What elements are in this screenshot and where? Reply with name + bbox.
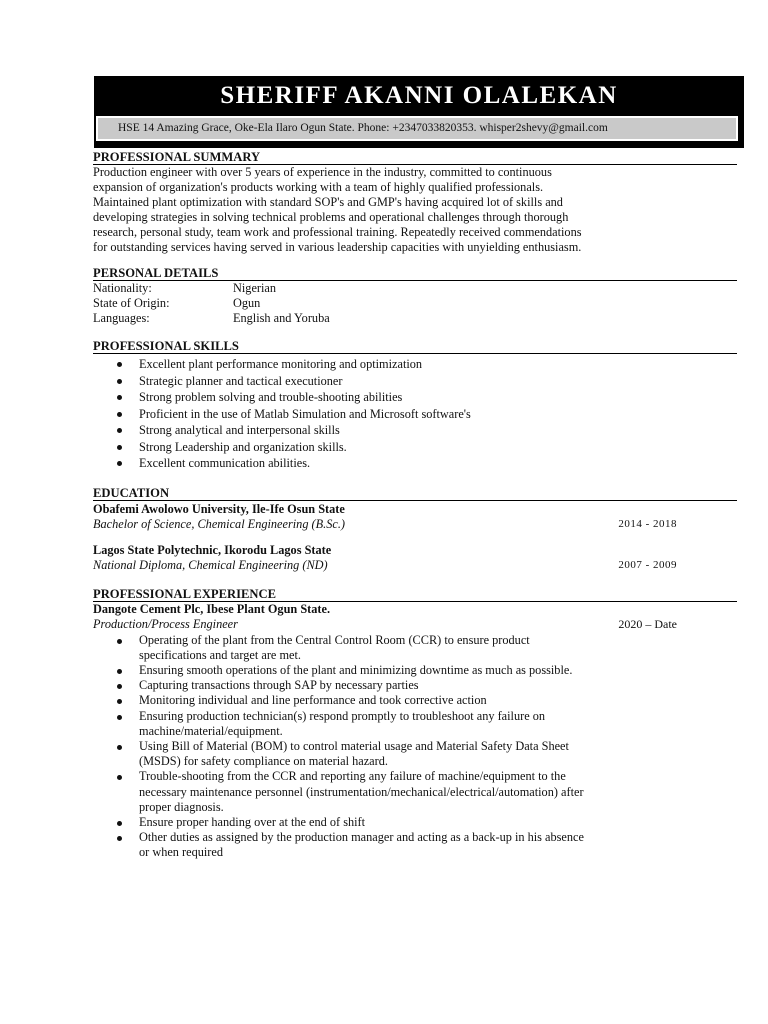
summary-text	[93, 165, 737, 255]
summary-line: expansion of organization's products working with a team of highly qualified professionals.	[93, 180, 544, 194]
list-item: Trouble-shooting from the CCR and reporting any failure of machine/equipment to the necessary maintenance personnel (instrumentation/mechanical/electrical/automation) after proper diagnosis.	[139, 769, 737, 815]
personal-key: Nationality:	[93, 281, 152, 295]
contact-bar: HSE 14 Amazing Grace, Oke-Ela Ilaro Ogun State. Phone: +2347033820353. whisper2shevy@gmail.com	[96, 116, 738, 141]
personal-key: Languages:	[93, 311, 150, 325]
list-item: Strong Leadership and organization skills.	[139, 439, 737, 456]
list-item: Other duties as assigned by the production manager and acting as a back-up in his absence or when required	[139, 830, 737, 860]
list-item: Monitoring individual and line performance and took corrective action	[139, 693, 737, 708]
list-item: Strong problem solving and trouble-shooting abilities	[139, 389, 737, 406]
personal-row	[93, 296, 737, 311]
experience-duties	[93, 633, 737, 861]
personal-value: Nigerian	[233, 281, 277, 295]
list-item: Operating of the plant from the Central Control Room (CCR) to ensure product specifications and target are met.	[139, 633, 737, 663]
resume-body	[93, 150, 737, 861]
experience-heading: PROFESSIONAL EXPERIENCE	[93, 587, 737, 602]
education-school: Lagos State Polytechnic, Ikorodu Lagos State	[93, 542, 332, 557]
education-school: Obafemi Awolowo University, Ile-Ife Osun State	[93, 501, 345, 516]
experience-role: Production/Process Engineer	[93, 616, 238, 631]
summary-line: Maintained plant optimization with standard SOP's and GMP's having acquired lot of skills and	[93, 195, 563, 209]
experience-role-row	[93, 617, 677, 632]
education-degree: Bachelor of Science, Chemical Engineering (B.Sc.)	[93, 516, 346, 531]
summary-line: Production engineer with over 5 years of experience in the industry, committed to continuous	[93, 165, 552, 179]
candidate-name: SHERIFF AKANNI OLALEKAN	[220, 82, 618, 109]
education-degree: National Diploma, Chemical Engineering (ND)	[93, 557, 328, 572]
list-item: Using Bill of Material (BOM) to control material usage and Material Safety Data Sheet (MSDS) for safety compliance on material hazard.	[139, 739, 737, 769]
list-item: Ensure proper handing over at the end of shift	[139, 815, 737, 830]
summary-heading: PROFESSIONAL SUMMARY	[93, 150, 737, 165]
personal-row	[93, 281, 737, 296]
experience-dates: 2020 – Date	[618, 616, 677, 631]
list-item: Ensuring smooth operations of the plant and minimizing downtime as much as possible.	[139, 663, 737, 678]
skills-list	[93, 356, 737, 472]
skills-heading: PROFESSIONAL SKILLS	[93, 339, 737, 354]
list-item: Excellent communication abilities.	[139, 455, 737, 472]
list-item: Strong analytical and interpersonal skills	[139, 422, 737, 439]
personal-value: English and Yoruba	[233, 311, 330, 325]
personal-value: Ogun	[233, 296, 261, 310]
experience-company: Dangote Cement Plc, Ibese Plant Ogun State.	[93, 601, 331, 616]
personal-key: State of Origin:	[93, 296, 170, 310]
list-item: Capturing transactions through SAP by necessary parties	[139, 678, 737, 693]
list-item: Strategic planner and tactical executioner	[139, 373, 737, 390]
list-item: Proficient in the use of Matlab Simulation and Microsoft software's	[139, 406, 737, 423]
education-dates: 2007 - 2009	[618, 558, 677, 571]
list-item: Ensuring production technician(s) respond promptly to troubleshoot any failure on machine/material/equipment.	[139, 709, 737, 739]
education-row	[93, 558, 677, 573]
personal-row	[93, 311, 737, 326]
personal-heading: PERSONAL DETAILS	[93, 266, 737, 281]
education-heading: EDUCATION	[93, 486, 737, 501]
list-item: Excellent plant performance monitoring and optimization	[139, 356, 737, 373]
education-dates: 2014 - 2018	[618, 517, 677, 530]
summary-line: research, personal study, team work and professional training. Repeatedly received commendations	[93, 225, 582, 239]
education-row	[93, 517, 677, 532]
summary-line: for outstanding services having served in various leadership capacities with unyielding enthusiasm.	[93, 240, 582, 254]
summary-line: developing strategies in solving technical problems and operational challenges through thorough	[93, 210, 569, 224]
